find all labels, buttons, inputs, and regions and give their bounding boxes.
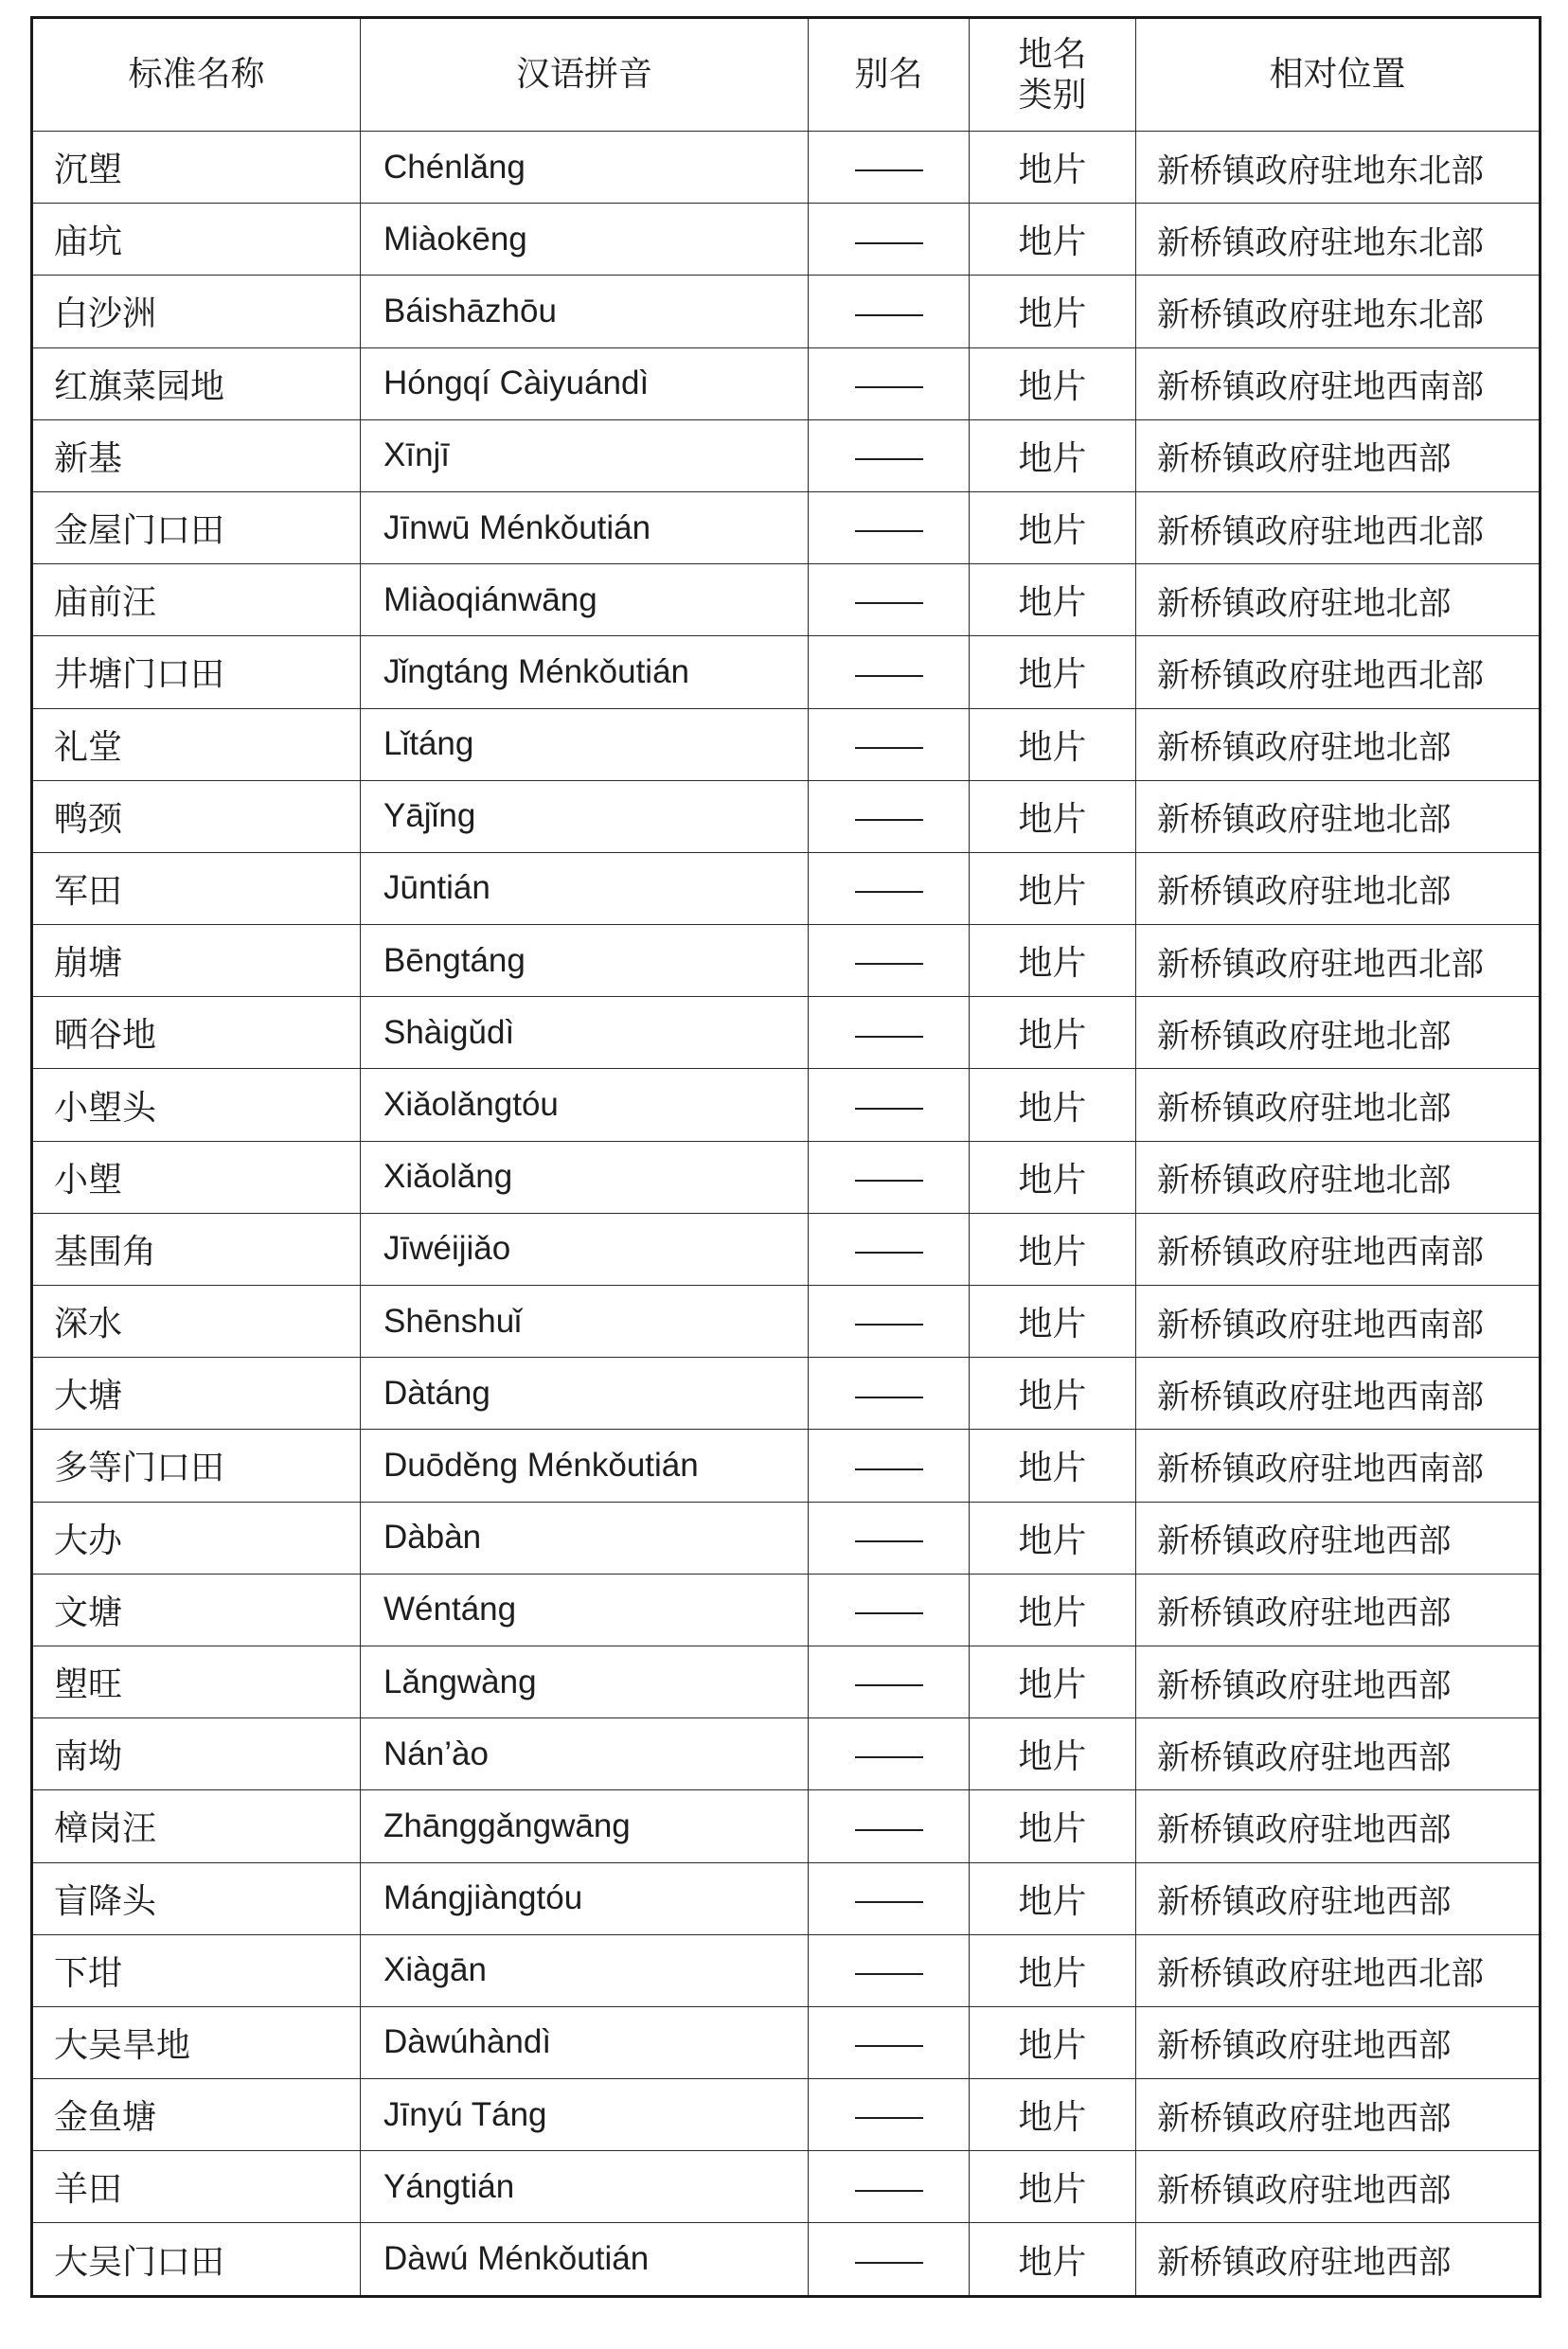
cell-relative-position: 新桥镇政府驻地西南部 (1136, 1358, 1541, 1430)
empty-alias-dash (855, 675, 923, 677)
cell-pinyin: Xiǎolǎng (361, 1141, 809, 1213)
place-name-table (30, 16, 1541, 2298)
cell-place-type: 地片 (970, 1934, 1136, 2006)
header-place-type-line2: 类别 (1018, 76, 1087, 115)
cell-relative-position: 新桥镇政府驻地西部 (1136, 1502, 1541, 1574)
empty-alias-dash (855, 963, 923, 965)
cell-relative-position: 新桥镇政府驻地西北部 (1136, 925, 1541, 997)
empty-alias-dash (855, 530, 923, 532)
cell-standard-name: 下坩 (32, 1934, 361, 2006)
table-row (32, 636, 1541, 708)
table-row (32, 1574, 1541, 1646)
empty-alias-dash (855, 1180, 923, 1182)
table-row (32, 2006, 1541, 2078)
cell-alias (809, 1286, 970, 1358)
empty-alias-dash (855, 891, 923, 893)
cell-alias (809, 419, 970, 491)
cell-pinyin: Shàigǔdì (361, 997, 809, 1069)
table-row (32, 276, 1541, 347)
table-row (32, 1502, 1541, 1574)
empty-alias-dash (855, 2262, 923, 2264)
cell-alias (809, 1141, 970, 1213)
cell-standard-name: 军田 (32, 852, 361, 924)
cell-alias (809, 1502, 970, 1574)
table-row (32, 2223, 1541, 2296)
cell-relative-position: 新桥镇政府驻地北部 (1136, 564, 1541, 636)
cell-pinyin: Xiàgān (361, 1934, 809, 2006)
empty-alias-dash (855, 1540, 923, 1542)
cell-relative-position: 新桥镇政府驻地西部 (1136, 1574, 1541, 1646)
header-row (32, 18, 1541, 132)
cell-relative-position: 新桥镇政府驻地西部 (1136, 2223, 1541, 2296)
empty-alias-dash (855, 458, 923, 460)
cell-relative-position: 新桥镇政府驻地北部 (1136, 708, 1541, 780)
cell-place-type: 地片 (970, 1502, 1136, 1574)
cell-relative-position: 新桥镇政府驻地北部 (1136, 1069, 1541, 1141)
cell-pinyin: Zhānggǎngwāng (361, 1790, 809, 1862)
cell-standard-name: 基围角 (32, 1213, 361, 1285)
cell-relative-position: 新桥镇政府驻地北部 (1136, 997, 1541, 1069)
cell-alias (809, 1646, 970, 1717)
cell-relative-position: 新桥镇政府驻地东北部 (1136, 204, 1541, 276)
cell-place-type: 地片 (970, 2006, 1136, 2078)
cell-alias (809, 1069, 970, 1141)
header-alias: 别名 (809, 18, 970, 132)
table-row (32, 347, 1541, 419)
table-row (32, 419, 1541, 491)
cell-pinyin: Chénlǎng (361, 132, 809, 204)
cell-relative-position: 新桥镇政府驻地西部 (1136, 2151, 1541, 2223)
cell-alias (809, 2223, 970, 2296)
cell-pinyin: Lǎngwàng (361, 1646, 809, 1717)
cell-standard-name: 塱旺 (32, 1646, 361, 1717)
cell-standard-name: 沉塱 (32, 132, 361, 204)
empty-alias-dash (855, 169, 923, 171)
cell-pinyin: Dàwúhàndì (361, 2006, 809, 2078)
cell-alias (809, 1790, 970, 1862)
cell-relative-position: 新桥镇政府驻地东北部 (1136, 132, 1541, 204)
cell-relative-position: 新桥镇政府驻地西南部 (1136, 1213, 1541, 1285)
cell-alias (809, 564, 970, 636)
table-header (32, 18, 1541, 132)
cell-pinyin: Jūntián (361, 852, 809, 924)
cell-alias (809, 997, 970, 1069)
cell-alias (809, 2079, 970, 2151)
cell-pinyin: Jīwéijiǎo (361, 1213, 809, 1285)
empty-alias-dash (855, 1036, 923, 1038)
cell-relative-position: 新桥镇政府驻地西部 (1136, 2006, 1541, 2078)
cell-pinyin: Lǐtáng (361, 708, 809, 780)
cell-relative-position: 新桥镇政府驻地北部 (1136, 1141, 1541, 1213)
cell-place-type: 地片 (970, 997, 1136, 1069)
empty-alias-dash (855, 386, 923, 388)
cell-pinyin: Yángtián (361, 2151, 809, 2223)
cell-place-type: 地片 (970, 564, 1136, 636)
cell-pinyin: Miàoqiánwāng (361, 564, 809, 636)
cell-alias (809, 2006, 970, 2078)
cell-alias (809, 1430, 970, 1502)
cell-alias (809, 1718, 970, 1790)
empty-alias-dash (855, 819, 923, 821)
cell-standard-name: 新基 (32, 419, 361, 491)
header-standard-name: 标准名称 (32, 18, 361, 132)
table-row (32, 1718, 1541, 1790)
cell-alias (809, 852, 970, 924)
empty-alias-dash (855, 1829, 923, 1831)
cell-pinyin: Miàokēng (361, 204, 809, 276)
empty-alias-dash (855, 1901, 923, 1903)
cell-alias (809, 1934, 970, 2006)
cell-standard-name: 礼堂 (32, 708, 361, 780)
cell-alias (809, 491, 970, 563)
empty-alias-dash (855, 1973, 923, 1975)
empty-alias-dash (855, 747, 923, 749)
cell-place-type: 地片 (970, 2223, 1136, 2296)
cell-pinyin: Mángjiàngtóu (361, 1862, 809, 1934)
cell-standard-name: 鸭颈 (32, 780, 361, 852)
cell-relative-position: 新桥镇政府驻地西部 (1136, 2079, 1541, 2151)
cell-place-type: 地片 (970, 1358, 1136, 1430)
empty-alias-dash (855, 1612, 923, 1614)
empty-alias-dash (855, 242, 923, 244)
empty-alias-dash (855, 1324, 923, 1326)
cell-place-type: 地片 (970, 2079, 1136, 2151)
empty-alias-dash (855, 1684, 923, 1686)
cell-pinyin: Nán’ào (361, 1718, 809, 1790)
table-row (32, 1213, 1541, 1285)
table-row (32, 564, 1541, 636)
table-row (32, 780, 1541, 852)
cell-standard-name: 庙坑 (32, 204, 361, 276)
cell-relative-position: 新桥镇政府驻地西北部 (1136, 636, 1541, 708)
cell-standard-name: 盲降头 (32, 1862, 361, 1934)
cell-place-type: 地片 (970, 132, 1136, 204)
cell-standard-name: 文塘 (32, 1574, 361, 1646)
empty-alias-dash (855, 1252, 923, 1254)
cell-standard-name: 深水 (32, 1286, 361, 1358)
table-row (32, 852, 1541, 924)
header-relative-position: 相对位置 (1136, 18, 1541, 132)
empty-alias-dash (855, 314, 923, 316)
cell-standard-name: 大吴门口田 (32, 2223, 361, 2296)
table-row (32, 1862, 1541, 1934)
cell-alias (809, 2151, 970, 2223)
cell-alias (809, 1213, 970, 1285)
cell-place-type: 地片 (970, 1141, 1136, 1213)
cell-place-type: 地片 (970, 1862, 1136, 1934)
cell-relative-position: 新桥镇政府驻地西南部 (1136, 1286, 1541, 1358)
table-row (32, 997, 1541, 1069)
cell-alias (809, 780, 970, 852)
cell-standard-name: 金鱼塘 (32, 2079, 361, 2151)
cell-relative-position: 新桥镇政府驻地西部 (1136, 1718, 1541, 1790)
cell-pinyin: Duōděng Ménkǒutián (361, 1430, 809, 1502)
table-row (32, 1358, 1541, 1430)
cell-pinyin: Dàbàn (361, 1502, 809, 1574)
cell-place-type: 地片 (970, 419, 1136, 491)
cell-standard-name: 羊田 (32, 2151, 361, 2223)
empty-alias-dash (855, 1108, 923, 1110)
table-row (32, 1069, 1541, 1141)
cell-place-type: 地片 (970, 780, 1136, 852)
cell-relative-position: 新桥镇政府驻地东北部 (1136, 276, 1541, 347)
empty-alias-dash (855, 1468, 923, 1470)
cell-pinyin: Shēnshuǐ (361, 1286, 809, 1358)
cell-relative-position: 新桥镇政府驻地西部 (1136, 1862, 1541, 1934)
table-row (32, 132, 1541, 204)
cell-alias (809, 1358, 970, 1430)
empty-alias-dash (855, 602, 923, 604)
cell-pinyin: Wéntáng (361, 1574, 809, 1646)
cell-place-type: 地片 (970, 276, 1136, 347)
empty-alias-dash (855, 1397, 923, 1398)
cell-alias (809, 347, 970, 419)
header-place-type-line1: 地名 (1018, 34, 1087, 74)
table-body (32, 132, 1541, 2297)
table-row (32, 204, 1541, 276)
cell-relative-position: 新桥镇政府驻地北部 (1136, 852, 1541, 924)
cell-place-type: 地片 (970, 925, 1136, 997)
cell-standard-name: 大办 (32, 1502, 361, 1574)
cell-standard-name: 大吴旱地 (32, 2006, 361, 2078)
table-row (32, 708, 1541, 780)
table-row (32, 925, 1541, 997)
empty-alias-dash (855, 2045, 923, 2047)
cell-pinyin: Dàtáng (361, 1358, 809, 1430)
cell-pinyin: Báishāzhōu (361, 276, 809, 347)
cell-pinyin: Jǐngtáng Ménkǒutián (361, 636, 809, 708)
table-row (32, 1286, 1541, 1358)
cell-standard-name: 庙前汪 (32, 564, 361, 636)
header-place-type (970, 18, 1136, 132)
header-pinyin: 汉语拼音 (361, 18, 809, 132)
cell-relative-position: 新桥镇政府驻地西南部 (1136, 1430, 1541, 1502)
cell-standard-name: 井塘门口田 (32, 636, 361, 708)
cell-alias (809, 276, 970, 347)
cell-place-type: 地片 (970, 1718, 1136, 1790)
cell-pinyin: Dàwú Ménkǒutián (361, 2223, 809, 2296)
cell-standard-name: 南坳 (32, 1718, 361, 1790)
cell-standard-name: 小塱 (32, 1141, 361, 1213)
cell-standard-name: 大塘 (32, 1358, 361, 1430)
cell-standard-name: 崩塘 (32, 925, 361, 997)
cell-standard-name: 多等门口田 (32, 1430, 361, 1502)
cell-place-type: 地片 (970, 1646, 1136, 1717)
cell-place-type: 地片 (970, 1790, 1136, 1862)
cell-relative-position: 新桥镇政府驻地西部 (1136, 419, 1541, 491)
table-row (32, 1430, 1541, 1502)
cell-place-type: 地片 (970, 2151, 1136, 2223)
document-page (30, 16, 1539, 2298)
cell-alias (809, 132, 970, 204)
cell-place-type: 地片 (970, 347, 1136, 419)
cell-alias (809, 1574, 970, 1646)
cell-place-type: 地片 (970, 204, 1136, 276)
cell-pinyin: Xīnjī (361, 419, 809, 491)
cell-standard-name: 晒谷地 (32, 997, 361, 1069)
cell-alias (809, 708, 970, 780)
cell-standard-name: 白沙洲 (32, 276, 361, 347)
cell-alias (809, 204, 970, 276)
cell-place-type: 地片 (970, 852, 1136, 924)
empty-alias-dash (855, 2190, 923, 2192)
cell-place-type: 地片 (970, 491, 1136, 563)
table-row (32, 1790, 1541, 1862)
cell-relative-position: 新桥镇政府驻地西部 (1136, 1790, 1541, 1862)
cell-pinyin: Xiǎolǎngtóu (361, 1069, 809, 1141)
table-row (32, 1934, 1541, 2006)
empty-alias-dash (855, 1756, 923, 1758)
table-row (32, 1646, 1541, 1717)
cell-pinyin: Hóngqí Càiyuándì (361, 347, 809, 419)
cell-relative-position: 新桥镇政府驻地北部 (1136, 780, 1541, 852)
cell-standard-name: 红旗菜园地 (32, 347, 361, 419)
cell-pinyin: Jīnwū Ménkǒutián (361, 491, 809, 563)
cell-relative-position: 新桥镇政府驻地西北部 (1136, 491, 1541, 563)
cell-standard-name: 小塱头 (32, 1069, 361, 1141)
cell-relative-position: 新桥镇政府驻地西部 (1136, 1646, 1541, 1717)
cell-pinyin: Bēngtáng (361, 925, 809, 997)
cell-place-type: 地片 (970, 1213, 1136, 1285)
table-row (32, 2079, 1541, 2151)
cell-relative-position: 新桥镇政府驻地西北部 (1136, 1934, 1541, 2006)
table-row (32, 491, 1541, 563)
cell-alias (809, 925, 970, 997)
table-row (32, 1141, 1541, 1213)
cell-pinyin: Jīnyú Táng (361, 2079, 809, 2151)
cell-relative-position: 新桥镇政府驻地西南部 (1136, 347, 1541, 419)
cell-place-type: 地片 (970, 708, 1136, 780)
table-row (32, 2151, 1541, 2223)
cell-place-type: 地片 (970, 636, 1136, 708)
cell-alias (809, 636, 970, 708)
cell-place-type: 地片 (970, 1430, 1136, 1502)
cell-place-type: 地片 (970, 1286, 1136, 1358)
cell-place-type: 地片 (970, 1574, 1136, 1646)
cell-standard-name: 樟岗汪 (32, 1790, 361, 1862)
cell-standard-name: 金屋门口田 (32, 491, 361, 563)
cell-pinyin: Yājǐng (361, 780, 809, 852)
cell-place-type: 地片 (970, 1069, 1136, 1141)
empty-alias-dash (855, 2117, 923, 2119)
cell-alias (809, 1862, 970, 1934)
